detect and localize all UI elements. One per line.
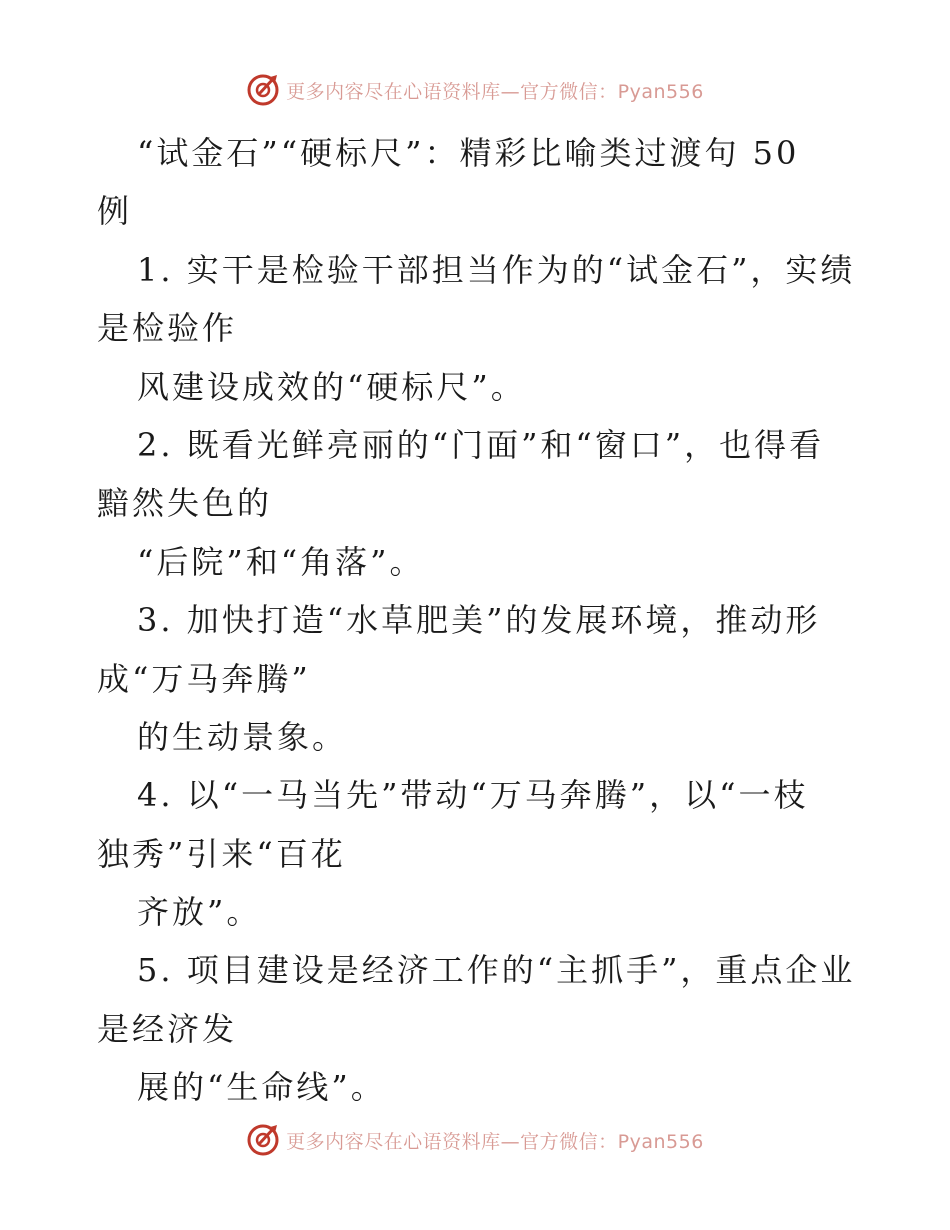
- document-body: [97, 124, 867, 1117]
- watermark-text: 更多内容尽在心语资料库—官方微信：Pyan556: [286, 80, 704, 103]
- text-line: 例: [97, 192, 133, 231]
- text-line: 是检验作: [97, 309, 238, 348]
- text-line: 1. 实干是检验干部担当作为的“试金石”，实绩: [137, 250, 856, 289]
- header-watermark: [0, 70, 950, 110]
- text-line: 的生动景象。: [137, 717, 348, 756]
- text-line: 4. 以“一马当先”带动“万马奔腾”，以“一枝: [137, 776, 809, 815]
- pen-logo-icon: [246, 1123, 280, 1157]
- text-line: 独秀”引来“百花: [97, 834, 346, 873]
- text-line: 是经济发: [97, 1009, 238, 1048]
- footer-watermark: [0, 1120, 950, 1160]
- text-line: 齐放”。: [137, 893, 262, 932]
- text-line: 成“万马奔腾”: [97, 659, 311, 698]
- text-line: 3. 加快打造“水草肥美”的发展环境，推动形: [137, 601, 821, 640]
- text-line: 5. 项目建设是经济工作的“主抓手”，重点企业: [137, 951, 856, 990]
- text-line: 黯然失色的: [97, 484, 273, 523]
- text-line: 2. 既看光鲜亮丽的“门面”和“窗口”，也得看: [137, 425, 825, 464]
- text-line: “后院”和“角落”。: [137, 542, 425, 581]
- text-line: 展的“生命线”。: [137, 1068, 386, 1107]
- watermark-text: 更多内容尽在心语资料库—官方微信：Pyan556: [286, 1130, 704, 1153]
- pen-logo-icon: [246, 73, 280, 107]
- text-line: “试金石”“硬标尺”：精彩比喻类过渡句 50: [137, 134, 800, 172]
- text-line: 风建设成效的“硬标尺”。: [137, 367, 526, 406]
